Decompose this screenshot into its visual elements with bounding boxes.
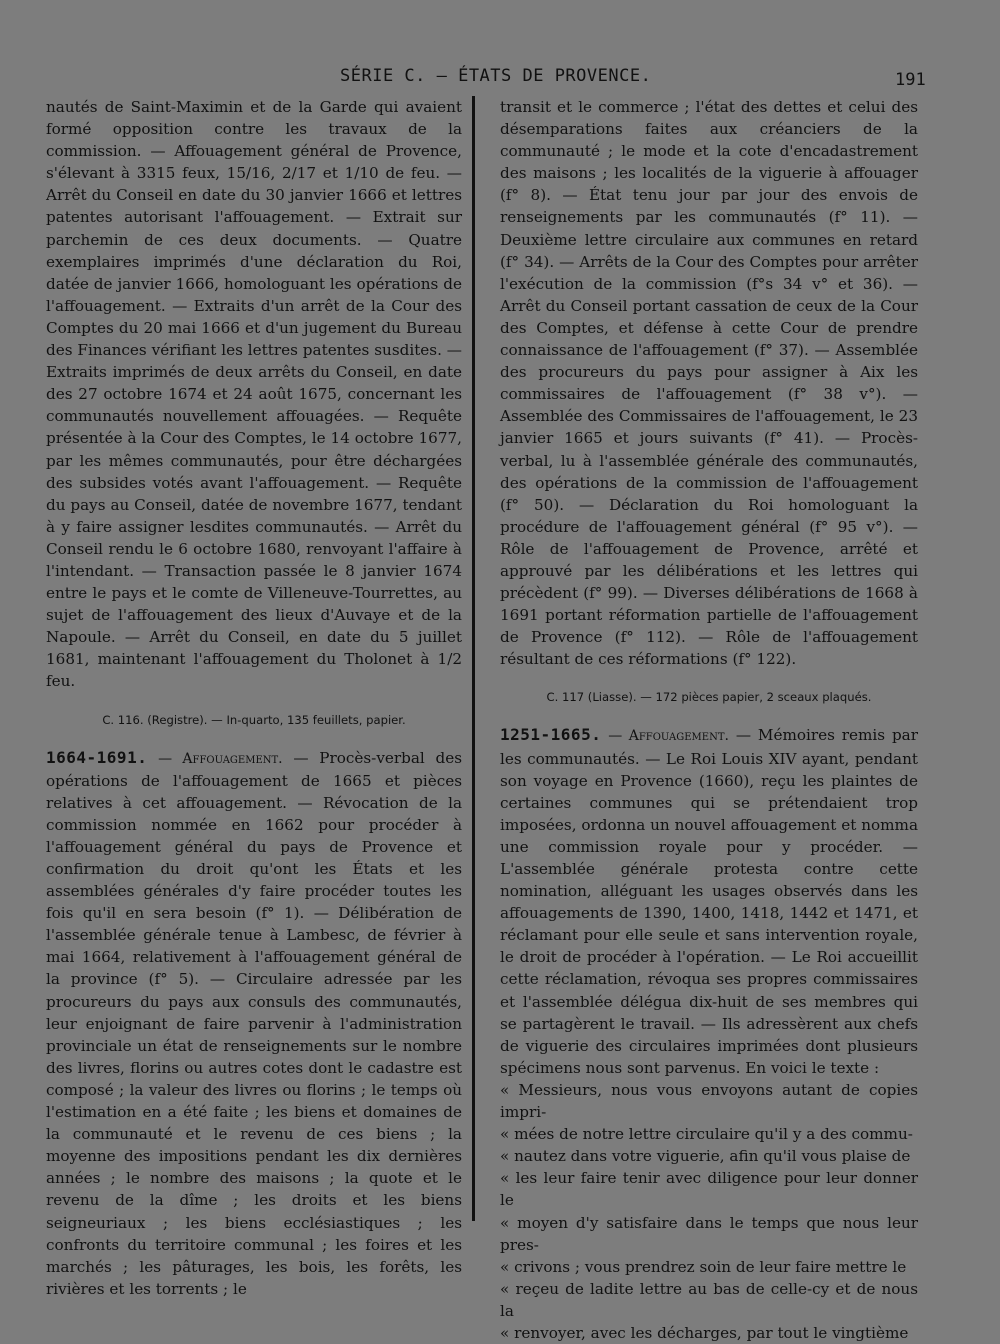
letter-line: « reçeu de ladite lettre au bas de celle-cy et de nous la — [500, 1279, 918, 1320]
entry-c116 — [46, 747, 462, 1300]
entry-heading: — Affouagement. — [158, 750, 283, 767]
entry-c117 — [500, 724, 918, 1079]
entry-text: — Procès-verbal des opérations de l'affouagement de 1665 et pièces relatives à cet affouagement. — Révocation de la commission nommée en 1662 pour procéder à l'affouagement général du pays de Provence et confirmation du droit qu'ont les États et les assemblées générales d'y faire procéder toutes les fois qu'il en sera besoin (f° 1). — Délibération de l'assemblée générale tenue à Lambesc, de février à mai 1664, relativement à l'affouagement général de la province (f° 5). — Circulaire adressée par les procureurs du pays aux consuls des communautés, leur enjoignant de faire parvenir à l'administration provinciale un état de renseignements sur le nombre des livres, florins ou autres cotes dont le cadastre est composé ; la valeur des livres ou florins ; le temps où l'estimation en a été faite ; les biens et domaines de la communauté et le revenu de ces biens ; la moyenne des impositions pendant les dix dernières années ; le nombre des maisons ; la quote et le revenu de la dîme ; les droits et les biens seigneuriaux ; les biens ecclésiastiques ; les confronts du territoire communal ; les foires et les marchés ; les pâturages, les bois, les forêts, les rivières et les torrents ; le — [46, 748, 463, 1298]
letter-line: « les leur faire tenir avec diligence pour leur donner le — [500, 1169, 918, 1210]
entry-date: 1664-1691. — [46, 747, 148, 767]
quoted-letter — [500, 1079, 918, 1344]
letter-line: « Messieurs, nous vous envoyons autant de copies impri- — [500, 1080, 918, 1122]
entry-heading: — Affouagement. — [608, 728, 729, 745]
letter-line: « crivons ; vous prendrez soin de leur faire mettre le — [500, 1257, 907, 1276]
entry-date: 1251-1665. — [500, 725, 602, 745]
left-paragraph-1: nautés de Saint-Maximin et de la Garde qui avaient formé opposition contre les travaux de la commission. — Affouagement général de Provence, s'élevant à 3315 feux, 15/16, 2/17 et 1/10 de feu. — Arrêt du Conseil en date du 30 janvier 1666 et lettres patentes autorisant l'affouagement. — Extrait sur parchemin de ces deux documents. — Quatre exemplaires imprimés d'une déclaration du Roi, datée de janvier 1666, homologuant les opérations de l'affouagement. — Extraits d'un arrêt de la Cour des Comptes du 20 mai 1666 et d'un jugement du Bureau des Finances vérifiant les lettres patentes susdites. — Extraits imprimés de deux arrêts du Conseil, en date des 27 octobre 1674 et 24 août 1675, concernant les communautés nouvellement affouagées. — Requête présentée à la Cour des Comptes, le 14 octobre 1677, par les mêmes communautés, pour être déchargées des subsides votés avant l'affouagement. — Requête du pays au Conseil, datée de novembre 1677, tendant à y faire assigner lesdites communautés. — Arrêt du Conseil rendu le 6 octobre 1680, renvoyant l'affaire à l'intendant. — Transaction passée le 8 janvier 1674 entre le pays et le comte de Villeneuve-Tourrettes, au sujet de l'affouagement des lieux d'Auvaye et de la Napoule. — Arrêt du Conseil, en date du 5 juillet 1681, maintenant l'affouagement du Tholonet à 1/2 feu. — [46, 98, 462, 691]
right-paragraph-1: transit et le commerce ; l'état des dettes et celui des désemparations faites aux créanciers de la communauté ; le mode et la cote d'encadastrement des maisons ; les localités de la viguerie à affouager (f° 8). — État tenu jour par jour des envois de renseignements par les communautés (f° 11). — Deuxième lettre circulaire aux communes en retard (f° 34). — Arrêts de la Cour des Comptes pour arrêter l'exécution de la commission (f°s 34 v° et 36). — Arrêt du Conseil portant cassation de ceux de la Cour des Comptes, et défense à cette Cour de prendre connaissance de l'affouagement (f° 37). — Assemblée des procureurs du pays pour assigner à Aix les commissaires de l'affouagement (f° 38 v°). — Assemblée des Commissaires de l'affouagement, le 23 janvier 1665 et jours suivants (f° 41). — Procès-verbal, lu à l'assemblée générale des communautés, des opérations de la commission de l'affouagement (f° 50). — Déclaration du Roi homologuant la procédure de l'affouagement général (f° 95 v°). — Rôle de l'affouagement de Provence, arrêté et approuvé par les délibérations et les lettres qui précèdent (f° 99). — Diverses délibérations de 1668 à 1691 portant réformation partielle de l'affouagement de Provence (f° 112). — Rôle de l'affouagement résultant de ces réformations (f° 122). — [500, 98, 918, 669]
page-header — [0, 62, 1000, 92]
letter-line: « nautez dans votre viguerie, afin qu'il vous plaise de — [500, 1147, 911, 1166]
page-number: 191 — [895, 70, 926, 90]
right-column — [500, 96, 918, 1344]
column-divider — [472, 96, 475, 1221]
left-column — [46, 96, 462, 1300]
running-title: SÉRIE C. — ÉTATS DE PROVENCE. — [340, 66, 652, 86]
cote-c116: C. 116. (Registre). — In-quarto, 135 feuillets, papier. — [102, 712, 406, 727]
entry-text: — Mémoires remis par les communautés. — Le Roi Louis XIV ayant, pendant son voyage en Provence (1660), reçu les plaintes de certaines communes qui se prétendaient trop imposées, ordonna un nouvel affouagement et nomma une commission royale pour y procéder. — L'assemblée générale protesta contre cette nomination, alléguant les usages observés dans les affouagements de 1390, 1400, 1418, 1442 et 1471, et réclamant pour elle seule et sans intervention royale, le droit de procéder à l'opération. — Le Roi accueillit cette réclamation, révoqua ses propres commissaires et l'assemblée délégua dix-huit de ses membres qui se partagèrent le travail. — Ils adressèrent aux chefs de viguerie des circulaires imprimées dont plusieurs spécimens nous sont parvenus. En voici le texte : — [500, 726, 918, 1077]
letter-line: « mées de notre lettre circulaire qu'il y a des commu- — [500, 1125, 913, 1144]
letter-line: « moyen d'y satisfaire dans le temps que nous leur pres- — [500, 1213, 918, 1254]
letter-line: « renvoyer, avec les décharges, par tout le vingtième — [500, 1323, 909, 1342]
cote-c117: C. 117 (Liasse). — 172 pièces papier, 2 sceaux plaqués. — [546, 690, 872, 705]
